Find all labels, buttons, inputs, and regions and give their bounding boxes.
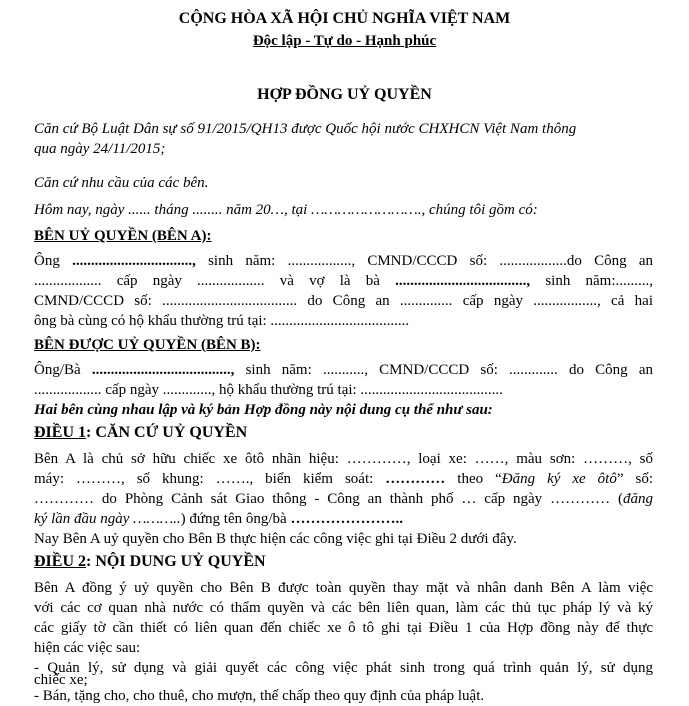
article-1-title: : CĂN CỨ UỶ QUYỀN [86, 424, 248, 441]
owner-label: ) đứng tên ông/bà [180, 511, 287, 527]
party-a-line-2 [34, 271, 653, 291]
party-a-birth-year: sinh năm: ................., [208, 253, 356, 269]
article-2-line-2: với các cơ quan nhà nước có thẩm quyền và các bên liên quan, làm các thủ tục pháp lý và ký [34, 600, 653, 616]
document-title: HỢP ĐỒNG UỶ QUYỀN [257, 86, 432, 103]
issuing-authority: ………… do Phòng Cảnh sát Giao thông - Công an thành phố … cấp ngày ………… ( [34, 491, 623, 507]
nation-header: CỘNG HÒA XÃ HỘI CHỦ NGHĨA VIỆT NAM [178, 10, 511, 27]
first-registration-start: đăng [623, 491, 653, 507]
owner-blank: ………………….. [290, 511, 403, 527]
basis-law-line-1: Căn cứ Bộ Luật Dân sự số 91/2015/QH13 được Quốc hội nước CHXHCN Việt Nam thông [34, 121, 577, 137]
party-a-line-1 [34, 251, 653, 271]
registration-suffix: ” số: [616, 471, 654, 487]
article-2-line-3: các giấy tờ cần thiết có liên quan đến chiếc xe ô tô ghi tại Điều 1 của Hợp đồng này để thực [34, 620, 653, 636]
first-registration-date: ký lần đầu ngày ……….. [34, 511, 181, 527]
party-b-name-blank: ....................................., [91, 362, 235, 378]
basis-needs: Căn cứ nhu cầu của các bên. [34, 175, 209, 191]
article-1-line-2 [34, 469, 653, 489]
article-1-line-3 [34, 489, 653, 509]
article-2-line-5: - Quản lý, sử dụng và giải quyết các công việc phát sinh trong quá trình quản lý, sử dụng [34, 660, 653, 676]
vehicle-details: máy: ………, số khung: ……., biển kiểm soát: [34, 471, 374, 487]
registration-name: Đăng ký xe ôtô [501, 471, 617, 487]
party-b-line-2: .................. cấp ngày ............., hộ khẩu thường trú tại: ...................................... [34, 382, 503, 398]
party-a-spouse: .................. cấp ngày .................. và vợ là bà [34, 273, 380, 289]
party-b-title: Ông/Bà [34, 362, 81, 378]
motto: Độc lập - Tự do - Hạnh phúc [252, 33, 437, 49]
article-1-label: ĐIỀU 1 [34, 424, 87, 441]
article-2-title: : NỘI DUNG UỶ QUYỀN [86, 553, 266, 570]
article-2-label: ĐIỀU 2 [34, 553, 87, 570]
basis-law-line-2: qua ngày 24/11/2015; [34, 141, 166, 157]
article-1-line-4 [34, 509, 403, 529]
party-a-id: CMND/CCCD số: ..................do Công an [367, 253, 654, 269]
agreement-line: Hai bên cùng nhau lập và ký bản Hợp đồng này nội dung cụ thể như sau: [34, 402, 493, 418]
party-a-line-4: ông bà cùng có hộ khẩu thường trú tại: ..................................... [34, 313, 410, 329]
today-line: Hôm nay, ngày ...... tháng ........ năm 20…, tại ……………………., chúng tôi gồm có: [34, 202, 538, 218]
article-2-line-6: chiếc xe; [34, 672, 88, 688]
article-2-line-1: Bên A đồng ý uỷ quyền cho Bên B được toàn quyền thay mặt và nhân danh Bên A làm việc [34, 580, 653, 596]
party-a-name-blank: ................................, [72, 253, 196, 269]
article-1-line-5: Nay Bên A uỷ quyền cho Bên B thực hiện các công việc ghi tại Điều 2 dưới đây. [34, 531, 517, 547]
article-2-line-7: - Bán, tặng cho, cho thuê, cho mượn, thế chấp theo quy định của pháp luật. [34, 688, 485, 704]
party-a-line-3: CMND/CCCD số: .................................... do Công an .............. cấp ngày ................., cả hai [34, 293, 653, 309]
plate-blank: ………… [385, 471, 446, 487]
article-2-heading [34, 552, 266, 572]
article-2-line-4: hiện các việc sau: [34, 640, 141, 656]
article-1-heading [34, 423, 247, 443]
party-a-spouse-birth-year: sinh năm:........., [545, 273, 654, 289]
party-b-heading: BÊN ĐƯỢC UỶ QUYỀN (BÊN B): [34, 337, 261, 353]
party-b-details: sinh năm: ..........., CMND/CCCD số: ............. do Công an [245, 362, 654, 378]
party-a-title: Ông [34, 253, 60, 269]
party-b-line-1 [34, 360, 653, 380]
article-1-line-1: Bên A là chủ sở hữu chiếc xe ôtô nhãn hiệu: …………, loại xe: ……, màu sơn: ………, số [34, 451, 653, 467]
registration-prefix: theo “ [457, 471, 502, 487]
party-a-heading: BÊN UỶ QUYỀN (BÊN A): [34, 228, 212, 244]
party-a-spouse-name-blank: ..................................., [395, 273, 531, 289]
